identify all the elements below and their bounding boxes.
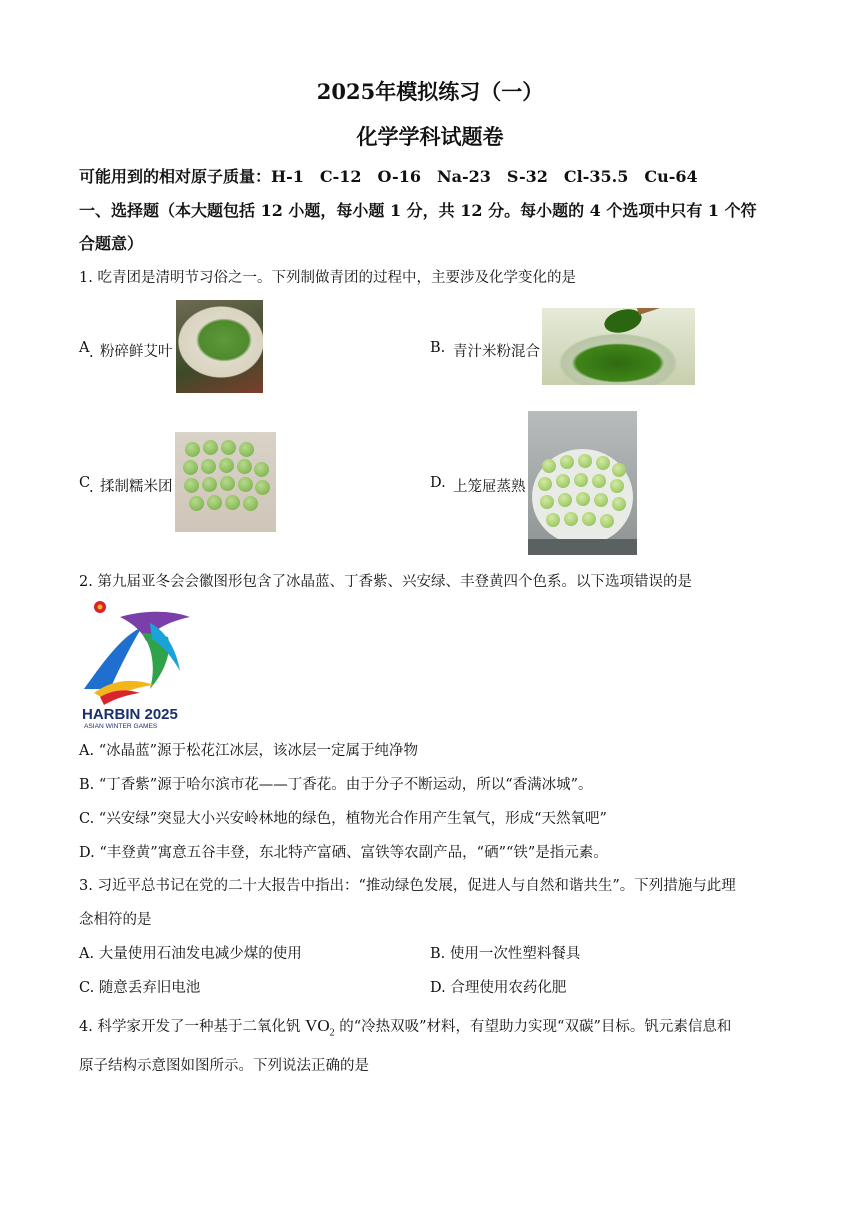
section-heading-line1: 一、选择题（本大题包括 12 小题，每小题 1 分，共 12 分。每小题的 4 个选项中只有 1 个符 [79, 201, 757, 220]
q1-option-d-text: 上笼屉蒸熟 [453, 479, 526, 495]
harbin-2025-asian-winter-games-logo [80, 597, 196, 729]
q3-stem-line2: 念相符的是 [79, 912, 152, 928]
vo2-formula [305, 1016, 335, 1039]
q4-stem-part2: 的“冷热双吸”材料，有望助力实现“双碳”目标。钒元素信息和 [334, 1019, 732, 1035]
q2-option-c: C. “兴安绿”突显大小兴安岭林地的绿色，植物光合作用产生氧气，形成“天然氧吧” [79, 811, 607, 827]
fresh-mugwort-photo [176, 300, 263, 393]
q1-option-b-letter: B. [430, 340, 446, 356]
exam-subtitle: 化学学科试题卷 [356, 124, 504, 149]
q3-option-d: D. 合理使用农药化肥 [430, 980, 567, 996]
q1-option-c-dot: · [89, 484, 94, 500]
q2-stem: 2. 第九届亚冬会会徽图形包含了冰晶蓝、丁香紫、兴安绿、丰登黄四个色系。以下选项错误的是 [79, 574, 692, 590]
q4-stem-part1: 4. 科学家开发了一种基于二氧化钒 [79, 1019, 306, 1035]
vo2-formula-sub: 2 [329, 1027, 335, 1039]
spoon-handle-shape [637, 308, 695, 315]
q1-option-c-letter: C [79, 475, 91, 491]
q3-stem-line1: 3. 习近平总书记在党的二十大报告中指出：“推动绿色发展，促进人与自然和谐共生”。下列措施与此理 [79, 878, 736, 894]
exam-title: 2025年模拟练习（一） [316, 79, 544, 104]
logo-main-text: HARBIN 2025 [82, 706, 178, 723]
q3-option-a: A. 大量使用石油发电减少煤的使用 [79, 946, 302, 962]
vo2-formula-main: VO [305, 1016, 330, 1035]
logo-sub-text: ASIAN WINTER GAMES [84, 723, 158, 729]
q1-option-c-text: 揉制糯米团 [100, 479, 173, 495]
steamer-dumplings-photo [528, 411, 637, 555]
q1-option-a-dot: · [89, 349, 94, 365]
q3-option-c: C. 随意丢弃旧电池 [79, 980, 201, 996]
q2-option-d: D. “丰登黄”寓意五谷丰登，东北特产富硒、富铁等农副产品，“硒”“铁”是指元素。 [79, 845, 608, 861]
q4-stem-line1 [79, 1015, 731, 1038]
q1-option-a-text: 粉碎鲜艾叶 [100, 344, 173, 360]
atomic-mass-line: 可能用到的相对原子质量：H-1 C-12 O-16 Na-23 S-32 Cl-35.5 Cu-64 [79, 167, 698, 186]
q4-stem-line2: 原子结构示意图如图所示。下列说法正确的是 [79, 1058, 369, 1074]
q2-option-b: B. “丁香紫”源于哈尔滨市花——丁香花。由于分子不断运动，所以“香满冰城”。 [79, 777, 593, 793]
q1-option-a-letter: A [79, 340, 90, 356]
q2-option-a: A. “冰晶蓝”源于松花江冰层，该冰层一定属于纯净物 [79, 743, 419, 759]
q1-option-d-letter: D. [430, 475, 446, 491]
q1-stem: 1. 吃青团是清明节习俗之一。下列制做青团的过程中，主要涉及化学变化的是 [79, 270, 576, 286]
green-juice-spoon-photo [542, 308, 695, 385]
glutinous-rice-balls-photo [175, 432, 276, 532]
q3-option-b: B. 使用一次性塑料餐具 [430, 946, 581, 962]
q1-option-b-text: 青汁米粉混合 [453, 344, 540, 360]
section-heading-line2: 合题意） [79, 234, 144, 253]
